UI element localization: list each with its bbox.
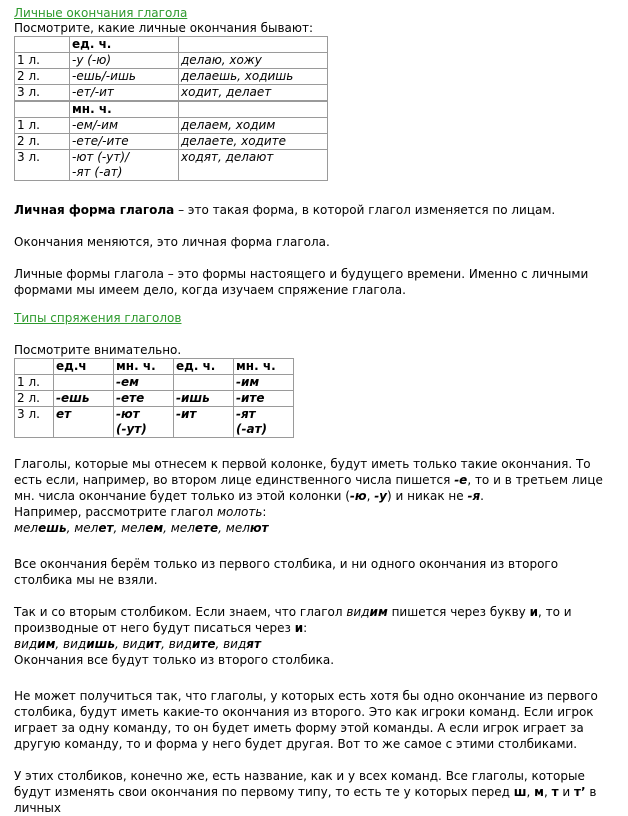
table-row xyxy=(15,134,328,150)
ending-line: (-ат) xyxy=(236,422,268,436)
letter-highlight: м xyxy=(534,785,544,799)
example-cell: ходят, делают xyxy=(179,150,328,181)
letter-highlight: и xyxy=(529,605,539,619)
ending: ешь xyxy=(38,521,67,535)
ending-cell: ет xyxy=(54,407,114,438)
para-first-only: Все окончания берём только из первого столбика, и ни одного окончания из второго столбика мы не взяли. xyxy=(14,557,559,587)
stem: мел xyxy=(170,521,195,535)
para-forms: Личные формы глагола – это формы настоящего и будущего времени. Именно с личными формами мы имеем дело, когда изучаем спряжение глагола. xyxy=(14,267,589,297)
letter-highlight: и xyxy=(294,621,304,635)
example-verb: молоть xyxy=(216,505,263,519)
table-cell xyxy=(15,359,54,375)
stem: мел xyxy=(121,521,146,535)
stem: вид xyxy=(122,637,146,651)
table-row xyxy=(15,37,328,53)
personal-endings-table xyxy=(14,36,328,181)
ending: ют xyxy=(249,521,269,535)
letter-highlight: т xyxy=(551,785,559,799)
table-row xyxy=(15,391,294,407)
ending: ет xyxy=(98,521,114,535)
ending-cell: -ешь xyxy=(54,391,114,407)
ending: ите xyxy=(191,637,216,651)
example-cell: делаете, ходите xyxy=(179,134,328,150)
table-cell xyxy=(15,37,70,53)
table-row xyxy=(15,118,328,134)
ending-cell: -ешь/-ишь xyxy=(70,69,179,85)
text: : xyxy=(262,505,267,519)
para-second-column xyxy=(14,604,618,668)
article xyxy=(14,6,618,816)
text: Например, рассмотрите глагол xyxy=(14,505,217,519)
text: . xyxy=(480,489,484,503)
ending-line: -ят xyxy=(236,407,256,421)
ending-cell: -им xyxy=(234,375,294,391)
ending-cell xyxy=(114,407,174,438)
ending: ят xyxy=(246,637,261,651)
table-cell xyxy=(179,37,328,53)
ending-line: (-ут) xyxy=(116,422,147,436)
example-cell: делаем, ходим xyxy=(179,118,328,134)
section-title-conjugation-types[interactable]: Типы спряжения глаголов xyxy=(14,311,182,325)
ending-highlight: -е xyxy=(454,473,468,487)
ending-highlight: -я xyxy=(467,489,481,503)
section1-intro: Посмотрите, какие личные окончания бывают: xyxy=(14,21,314,35)
person-cell: 3 л. xyxy=(15,85,70,102)
stem: вид xyxy=(223,637,247,651)
ending-cell: -у (-ю) xyxy=(70,53,179,69)
stem: мел xyxy=(225,521,250,535)
person-cell: 3 л. xyxy=(15,150,70,181)
table-row xyxy=(15,359,294,375)
stem: мел xyxy=(74,521,99,535)
header-cell: мн. ч. xyxy=(114,359,174,375)
para-personal-form xyxy=(14,202,618,218)
ending-cell: -ете/-ите xyxy=(70,134,179,150)
text: У этих столбиков, конечно же, есть название, как и у всех команд. Все глаголы, которые будут изменять свои окончания по первому типу, то есть те у которых перед xyxy=(14,769,585,799)
ending-cell: -ет/-ит xyxy=(70,85,179,102)
text: ) и никак не xyxy=(387,489,468,503)
table-row xyxy=(15,407,294,438)
text: Окончания все будут только из второго столбика. xyxy=(14,653,335,667)
ending-cell xyxy=(234,407,294,438)
person-cell: 2 л. xyxy=(15,391,54,407)
text: , xyxy=(526,785,535,799)
ending-cell: -ишь xyxy=(174,391,234,407)
person-cell: 2 л. xyxy=(15,134,70,150)
header-cell: ед. ч. xyxy=(174,359,234,375)
ending-cell: -ем/-им xyxy=(70,118,179,134)
ending: ем xyxy=(145,521,164,535)
person-cell: 1 л. xyxy=(15,53,70,69)
person-cell: 1 л. xyxy=(15,375,54,391)
ending-highlight: -у xyxy=(374,489,388,503)
text: и xyxy=(558,785,575,799)
singular-header: ед. ч. xyxy=(70,37,179,53)
table-row xyxy=(15,53,328,69)
ending-cell xyxy=(54,375,114,391)
term-bold: Личная форма глагола xyxy=(14,203,175,217)
ending-highlight: -ю xyxy=(349,489,367,503)
ending: им xyxy=(369,605,388,619)
para-first-column xyxy=(14,456,618,536)
example-verb xyxy=(346,605,387,619)
table-cell xyxy=(179,101,328,118)
example-cell: делаю, хожу xyxy=(179,53,328,69)
ending: ит xyxy=(145,637,162,651)
person-cell: 1 л. xyxy=(15,118,70,134)
plural-header: мн. ч. xyxy=(70,101,179,118)
table-row xyxy=(15,150,328,181)
table-row xyxy=(15,375,294,391)
person-cell: 2 л. xyxy=(15,69,70,85)
para-teams: Не может получиться так, что глаголы, у которых есть хотя бы одно окончание из первого столбика, будут иметь какие-то окончания из второго. Это как игроки команд. Если игрок играет за одну команду, то он будет иметь форму этой команды. А если игрок играет за другую команду, то и форма у него будет другая. Вот то же самое с этими столбиками. xyxy=(14,689,598,751)
ending: ишь xyxy=(86,637,115,651)
ending-line: -ют xyxy=(116,407,140,421)
header-cell: ед.ч xyxy=(54,359,114,375)
stem: вид xyxy=(168,637,192,651)
definition-text: – это такая форма, в которой глагол изменяется по лицам. xyxy=(174,203,556,217)
ending-line: -ят (-ат) xyxy=(72,165,123,179)
text: : xyxy=(303,621,308,635)
para-endings-change: Окончания меняются, это личная форма глагола. xyxy=(14,235,330,249)
text: Так и со вторым столбиком. Если знаем, что глагол xyxy=(14,605,347,619)
stem: мел xyxy=(14,521,39,535)
table-row xyxy=(15,101,328,118)
table-cell xyxy=(15,101,70,118)
ending: ете xyxy=(194,521,219,535)
ending-cell: -ите xyxy=(234,391,294,407)
letter-highlight: т’ xyxy=(574,785,586,799)
text: , xyxy=(543,785,552,799)
para-last xyxy=(14,768,618,816)
conjugation-table xyxy=(14,358,294,438)
text: , то и в третьем лице мн. числа окончание будет только из этой колонки ( xyxy=(14,473,603,503)
ending-cell xyxy=(70,150,179,181)
ending-line: -ют (-ут)/ xyxy=(72,150,130,164)
verb-forms-videt: видим, видишь, видит, видите, видят xyxy=(14,637,261,651)
text: Глаголы, которые мы отнесем к первой колонке, будут иметь только такие окончания. То есть если, например, во втором лице единственного числа пишется xyxy=(14,457,591,487)
text: , то и производные от него будут писаться через xyxy=(14,605,572,635)
text: пишется через букву xyxy=(387,605,530,619)
ending: им xyxy=(37,637,56,651)
stem: вид xyxy=(14,637,38,651)
table-row xyxy=(15,85,328,102)
person-cell: 3 л. xyxy=(15,407,54,438)
header-cell: мн. ч. xyxy=(234,359,294,375)
ending-cell: -ете xyxy=(114,391,174,407)
ending-cell: -ит xyxy=(174,407,234,438)
text: , xyxy=(366,489,375,503)
example-cell: ходит, делает xyxy=(179,85,328,102)
section-title-personal-endings[interactable]: Личные окончания глагола xyxy=(14,6,188,20)
ending-cell xyxy=(174,375,234,391)
table-row xyxy=(15,69,328,85)
letter-highlight: ш xyxy=(513,785,527,799)
stem: вид xyxy=(63,637,87,651)
ending-cell: -ем xyxy=(114,375,174,391)
text: в личных xyxy=(14,785,597,815)
section2-intro: Посмотрите внимательно. xyxy=(14,343,182,357)
verb-forms-molot: мелешь, мелет, мелем, мелете, мелют xyxy=(14,521,269,535)
stem: вид xyxy=(346,605,370,619)
example-cell: делаешь, ходишь xyxy=(179,69,328,85)
